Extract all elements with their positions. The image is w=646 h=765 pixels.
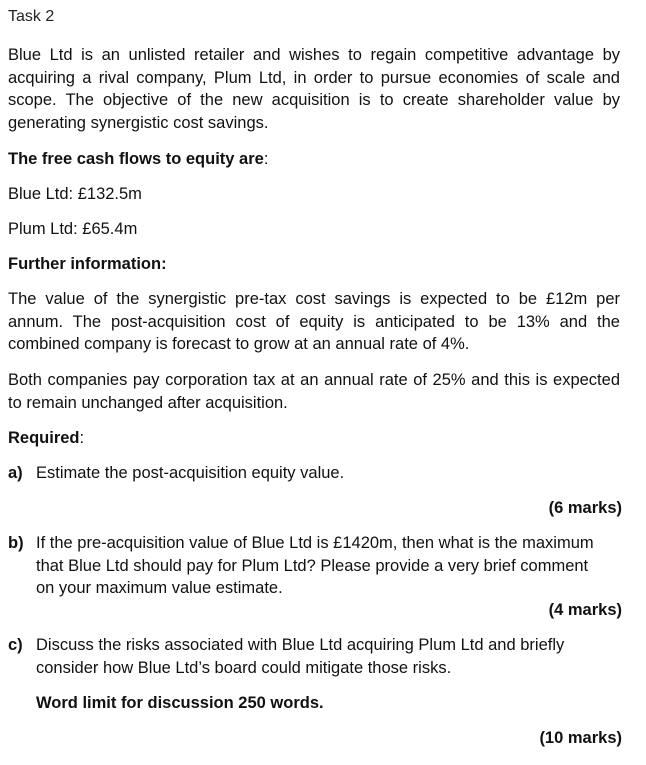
fcf-plum: Plum Ltd: £65.4m	[8, 220, 138, 238]
question-b-marks: (4 marks)	[548, 601, 622, 619]
fcf-heading	[8, 148, 620, 171]
fcf-heading-text: The free cash flows to equity are	[8, 150, 264, 168]
fcf-blue: Blue Ltd: £132.5m	[8, 185, 142, 203]
further-paragraph-2: Both companies pay corporation tax at an annual rate of 25% and this is expected to remain unchanged after acquisition.	[8, 371, 620, 412]
question-a-marks: (6 marks)	[548, 499, 622, 517]
further-paragraph-1: The value of the synergistic pre-tax cost savings is expected to be £12m per annum. The post-acquisition cost of equity is anticipated to be 13% and the combined company is forecast to grow at an annual rate of 4%.	[8, 290, 620, 353]
required-heading-text: Required	[8, 429, 80, 447]
question-b	[8, 532, 620, 600]
question-a-text: Estimate the post-acquisition equity value.	[36, 464, 345, 482]
question-a-label: a)	[8, 464, 23, 482]
required-heading-colon: :	[79, 429, 85, 447]
question-c	[8, 634, 620, 679]
question-b-text: If the pre-acquisition value of Blue Ltd is £1420m, then what is the maximum that Blue Ltd should pay for Plum Ltd? Please provide a very brief comment on your maximum value estimate.	[36, 534, 594, 597]
question-a	[8, 462, 620, 485]
further-heading: Further information:	[8, 255, 167, 273]
question-c-marks: (10 marks)	[539, 729, 622, 747]
intro-paragraph: Blue Ltd is an unlisted retailer and wishes to regain competitive advantage by acquiring a rival company, Plum Ltd, in order to pursue economies of scale and scope. The objective of the new acquisition is to create shareholder value by generating synergistic cost savings.	[8, 46, 620, 132]
required-heading	[8, 427, 620, 450]
question-c-text: Discuss the risks associated with Blue Ltd acquiring Plum Ltd and briefly consider how Blue Ltd’s board could mitigate those risks.	[36, 636, 565, 677]
word-limit-note: Word limit for discussion 250 words.	[36, 694, 324, 712]
question-b-label: b)	[8, 534, 24, 552]
question-c-label: c)	[8, 636, 23, 654]
task-title: Task 2	[8, 8, 55, 25]
fcf-heading-colon: :	[263, 150, 269, 168]
